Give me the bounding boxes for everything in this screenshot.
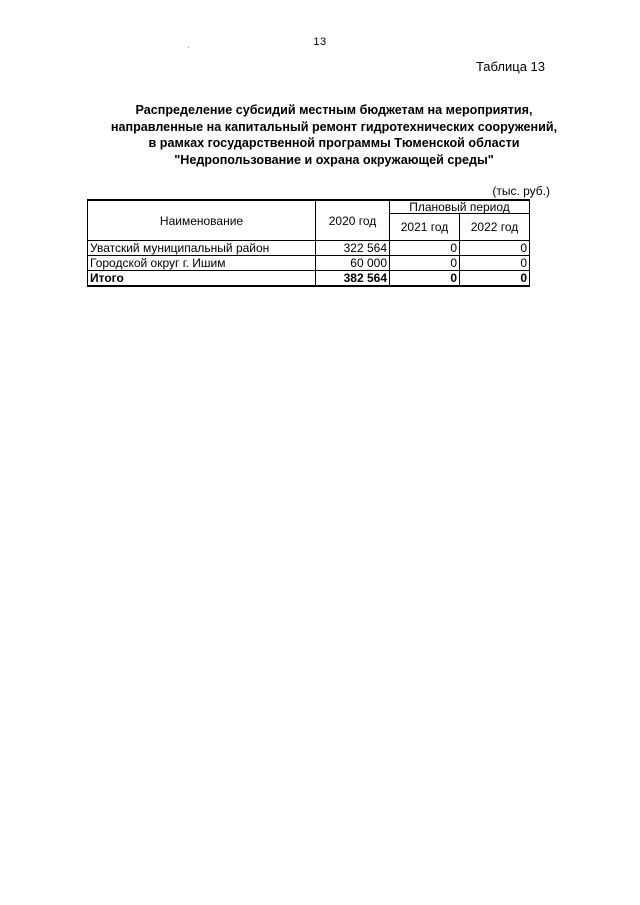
title-line: в рамках государственной программы Тюменской области bbox=[148, 136, 520, 150]
total-row bbox=[88, 271, 530, 287]
title-line: "Недропользование и охрана окружающей среды" bbox=[174, 152, 494, 167]
document-title bbox=[60, 102, 608, 168]
row-name: Уватский муниципальный район bbox=[88, 241, 316, 256]
header-planning-period: Плановый период bbox=[390, 200, 530, 214]
units-label: (тыс. руб.) bbox=[492, 184, 550, 198]
table-row bbox=[88, 256, 530, 271]
row-value-2021: 0 bbox=[390, 241, 460, 256]
header-name: Наименование bbox=[88, 200, 316, 241]
total-value-2021: 0 bbox=[390, 271, 460, 287]
row-value-2021: 0 bbox=[390, 256, 460, 271]
total-value-2022: 0 bbox=[460, 271, 530, 287]
table-label: Таблица 13 bbox=[475, 59, 545, 74]
row-value-2020: 322 564 bbox=[316, 241, 390, 256]
header-2021: 2021 год bbox=[390, 214, 460, 241]
subsidy-table bbox=[87, 199, 530, 287]
row-value-2022: 0 bbox=[460, 256, 530, 271]
header-2020: 2020 год bbox=[316, 200, 390, 241]
total-value-2020: 382 564 bbox=[316, 271, 390, 287]
total-label: Итого bbox=[88, 271, 316, 287]
row-value-2022: 0 bbox=[460, 241, 530, 256]
scan-dot bbox=[188, 47, 189, 48]
row-value-2020: 60 000 bbox=[316, 256, 390, 271]
page-number: 13 bbox=[313, 36, 327, 48]
title-line: направленные на капитальный ремонт гидротехнических сооружений, bbox=[110, 119, 558, 134]
table-row bbox=[88, 241, 530, 256]
row-name: Городской округ г. Ишим bbox=[88, 256, 316, 271]
header-2022: 2022 год bbox=[460, 214, 530, 241]
title-line: Распределение субсидий местным бюджетам на мероприятия, bbox=[135, 103, 533, 117]
